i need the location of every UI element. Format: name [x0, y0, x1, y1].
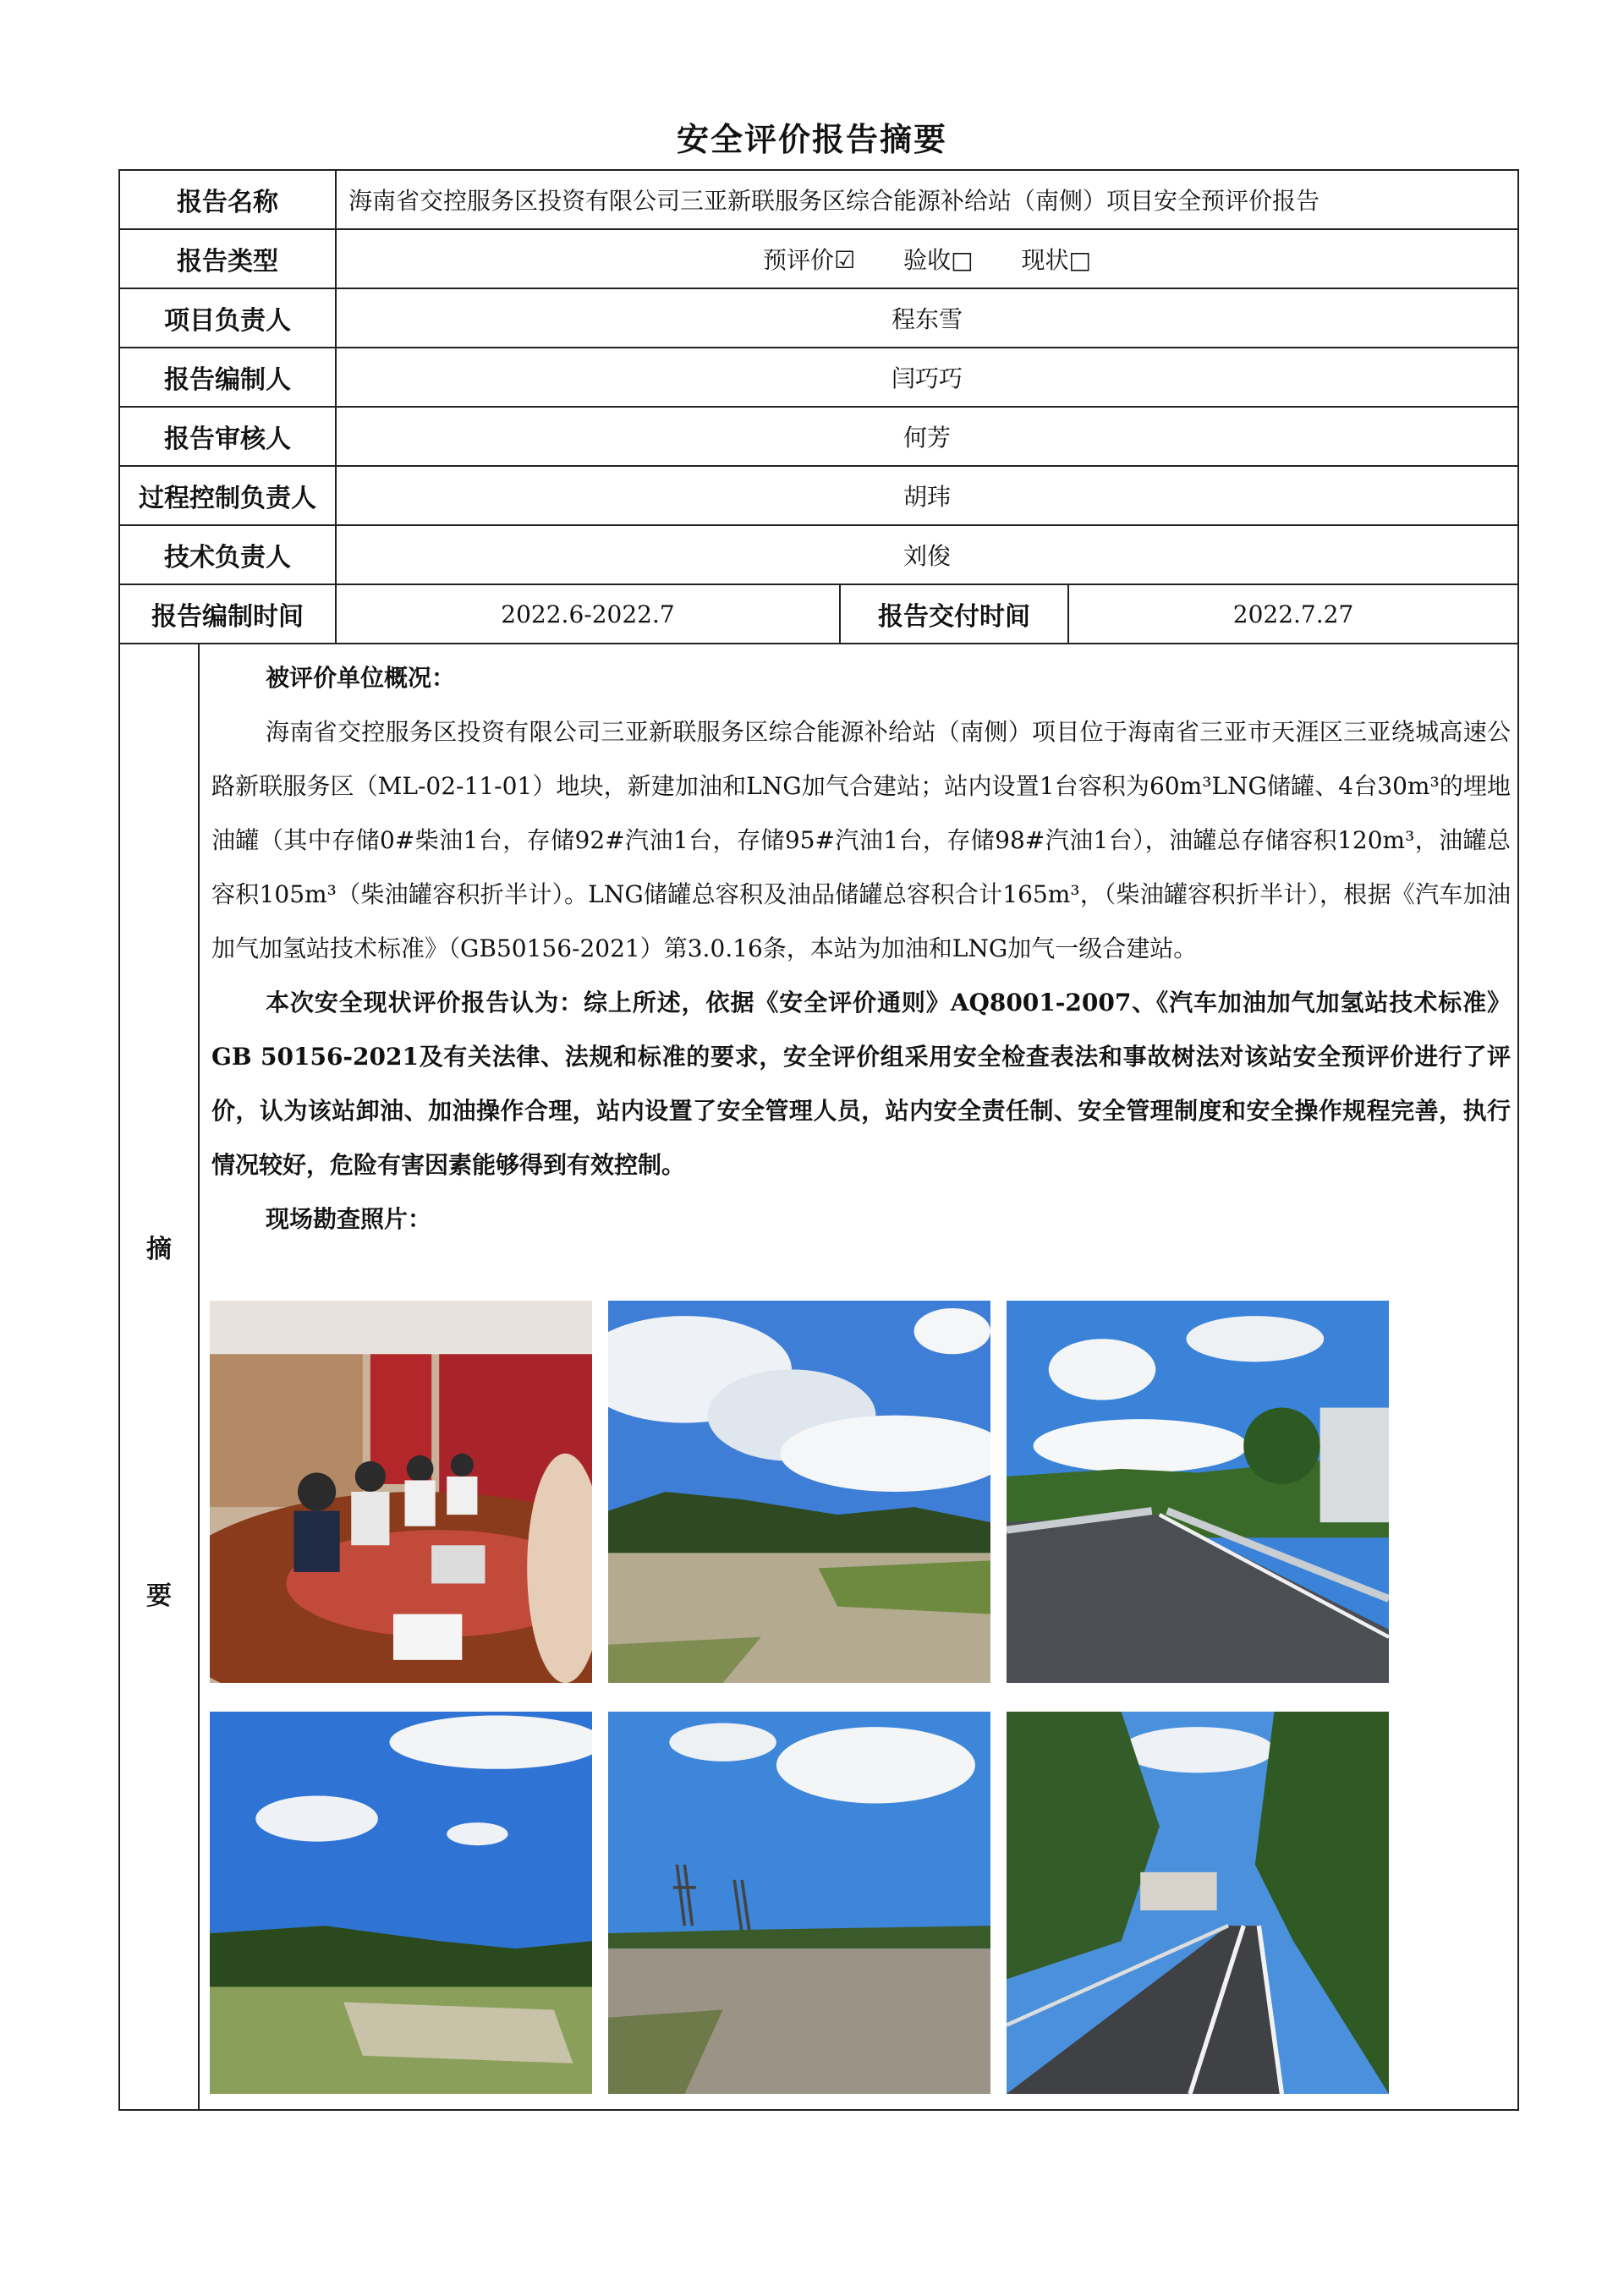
photo-meeting-room — [210, 1301, 592, 1683]
report-type-options — [336, 229, 1518, 288]
reviewer-value: 何芳 — [336, 407, 1518, 466]
row-process-lead — [119, 466, 1518, 525]
compiler-value: 闫巧巧 — [336, 348, 1518, 407]
photos-heading: 现场勘查照片： — [266, 1205, 432, 1233]
page-title: 安全评价报告摘要 — [676, 121, 947, 158]
project-lead-label: 项目负责人 — [119, 288, 336, 348]
process-lead-label: 过程控制负责人 — [119, 466, 336, 525]
type-option-pre-label: 预评价 — [763, 246, 835, 274]
type-option-pre[interactable] — [763, 242, 855, 276]
photo-open-lot — [608, 1712, 990, 2094]
compile-time-label: 报告编制时间 — [119, 584, 336, 644]
row-summary — [119, 644, 1518, 2110]
unchecked-box-icon: □ — [1068, 246, 1091, 274]
unit-heading: 被评价单位概况： — [266, 664, 456, 692]
tech-lead-label: 技术负责人 — [119, 525, 336, 584]
compile-time-value: 2022.6-2022.7 — [336, 584, 840, 644]
row-report-type — [119, 229, 1518, 288]
photo-road-curve — [1007, 1301, 1389, 1683]
row-report-name — [119, 170, 1518, 229]
type-option-status-label: 现状 — [1021, 246, 1069, 274]
row-dates — [119, 584, 1518, 644]
type-option-acceptance[interactable] — [903, 242, 973, 276]
unit-overview-paragraph: 海南省交控服务区投资有限公司三亚新联服务区综合能源补给站（南侧）项目位于海南省三亚市天涯区三亚绕城高速公路新联服务区（ML-02-11-01）地块，新建加油和LNG加气合建站；站内设置1台容积为60m³LNG储罐、4台30m³的埋地油罐（其中存储0#柴油1台，存储92#汽油1台，存储95#汽油1台，存储98#汽油1台），油罐总存储容积120m³，油罐总容积105m³（柴油罐容积折半计）。LNG储罐总容积及油品储罐总容积合计165m³，（柴油罐容积折半计），根据《汽车加油加气加氢站技术标准》（GB50156-2021）第3.0.16条，本站为加油和LNG加气一级合建站。 — [211, 718, 1512, 962]
report-name-value: 海南省交控服务区投资有限公司三亚新联服务区综合能源补给站（南侧）项目安全预评价报告 — [336, 170, 1518, 229]
summary-side-label — [119, 644, 199, 2110]
report-name-label: 报告名称 — [119, 170, 336, 229]
side-char-yao: 要 — [146, 1581, 172, 1611]
summary-content — [199, 644, 1518, 2110]
process-lead-value: 胡玮 — [336, 466, 1518, 525]
checked-box-icon: ☑ — [834, 246, 856, 274]
tech-lead-value: 刘俊 — [336, 525, 1518, 584]
photo-road-straight — [1007, 1712, 1389, 2094]
unchecked-box-icon: □ — [951, 246, 974, 274]
site-photos — [210, 1301, 1389, 2094]
delivery-time-value: 2022.7.27 — [1068, 584, 1518, 644]
summary-table — [118, 169, 1519, 2111]
row-tech-lead — [119, 525, 1518, 584]
type-option-status[interactable] — [1021, 242, 1090, 276]
type-option-acceptance-label: 验收 — [903, 246, 952, 274]
photo-grassland — [210, 1712, 592, 2094]
project-lead-value: 程东雪 — [336, 288, 1518, 348]
side-char-zhai: 摘 — [146, 1235, 172, 1264]
compiler-label: 报告编制人 — [119, 348, 336, 407]
row-project-lead — [119, 288, 1518, 348]
reviewer-label: 报告审核人 — [119, 407, 336, 466]
conclusion-paragraph: 本次安全现状评价报告认为：综上所述，依据《安全评价通则》AQ8001-2007、《汽车加油加气加氢站技术标准》GB 50156-2021及有关法律、法规和标准的要求，安全评价组采用安全检查表法和事故树法对该站安全预评价进行了评价，认为该站卸油、加油操作合理，站内设置了安全管理人员，站内安全责任制、安全管理制度和安全操作规程完善，执行情况较好，危险有害因素能够得到有效控制。 — [211, 989, 1512, 1179]
row-compiler — [119, 348, 1518, 407]
delivery-time-label: 报告交付时间 — [840, 584, 1068, 644]
row-reviewer — [119, 407, 1518, 466]
report-type-label: 报告类型 — [119, 229, 336, 288]
photo-sky-field — [608, 1301, 990, 1683]
